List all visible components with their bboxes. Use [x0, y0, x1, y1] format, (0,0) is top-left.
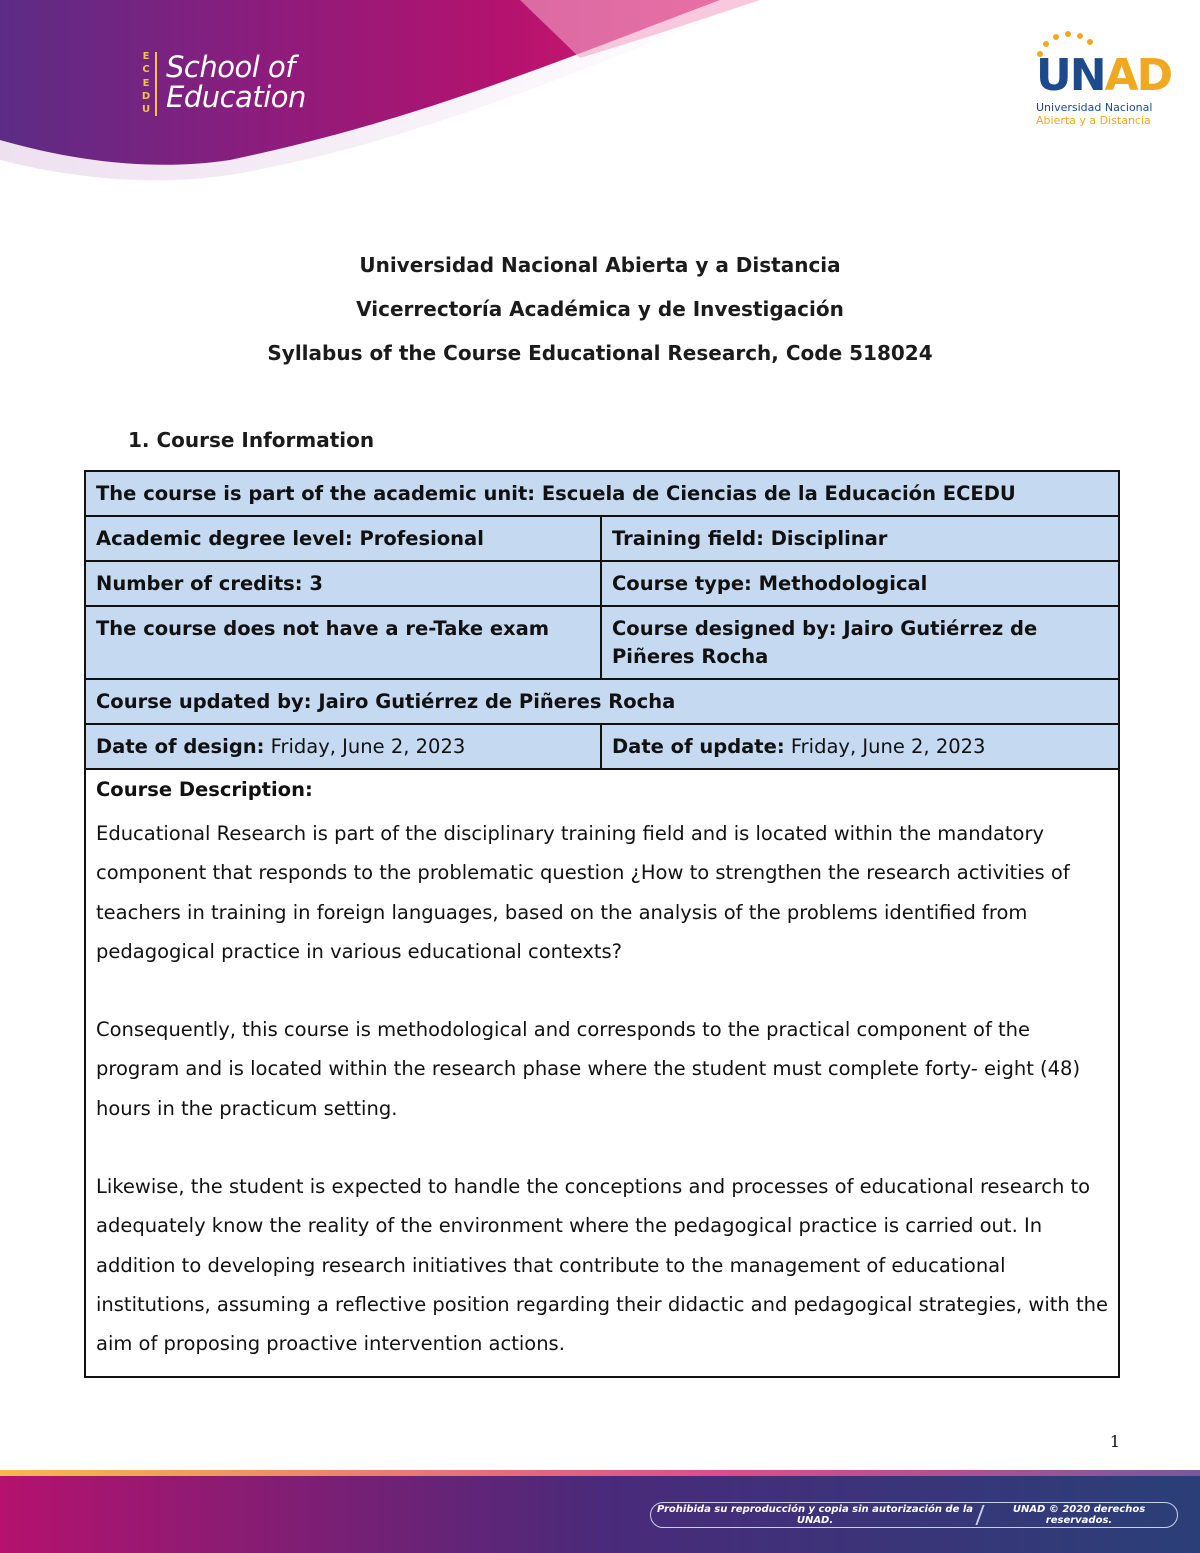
design-date-label: Date of design: — [96, 735, 265, 758]
academic-unit-cell: The course is part of the academic unit: Escuela de Ciencias de la Educación ECEDU — [85, 471, 1119, 516]
ecedu-letter: E — [142, 77, 150, 89]
unad-logo-line1: Universidad Nacional — [1036, 101, 1153, 114]
designed-by-cell: Course designed by: Jairo Gutiérrez de Piñeres Rocha — [601, 606, 1119, 679]
school-logo-text: Education — [166, 80, 306, 114]
design-date-cell — [85, 724, 601, 769]
description-paragraph: Likewise, the student is expected to handle the conceptions and processes of educational research to adequately know the reality of the environment where the pedagogical practice is carried out. In addition to developing research initiatives that contribute to the management of educational institutions, assuming a reflective position regarding their didactic and pedagogical strategies, with the aim of proposing proactive intervention actions. — [96, 1175, 1108, 1356]
unad-logo-line2: Abierta y a Distancia — [1036, 114, 1151, 127]
description-heading: Course Description: — [96, 778, 313, 801]
ecedu-vertical-label — [139, 50, 153, 116]
section-heading: 1. Course Information — [128, 428, 375, 452]
retake-cell: The course does not have a re-Take exam — [85, 606, 601, 679]
logo-divider — [155, 52, 157, 116]
ecedu-letter: C — [142, 64, 150, 76]
description-paragraph: Consequently, this course is methodological and corresponds to the practical component of the program and is located within the research phase where the student must complete forty- eight (48) hours in the practicum setting. — [96, 1018, 1081, 1120]
updated-by-cell: Course updated by: Jairo Gutiérrez de Piñeres Rocha — [85, 679, 1119, 724]
copyright-notice-right: UNAD © 2020 derechos reservados. — [1012, 1504, 1146, 1526]
design-date-value: Friday, June 2, 2023 — [264, 735, 466, 758]
page-number: 1 — [1109, 1432, 1120, 1451]
description-paragraph: Educational Research is part of the disciplinary training field and is located within the mandatory component that responds to the problematic question ¿How to strengthen the research activities of teachers in training in foreign languages, based on the analysis of the problems identified from pedagogical practice in various educational contexts? — [96, 822, 1070, 963]
unad-logo-ad: AD — [1104, 50, 1172, 101]
credits-cell: Number of credits: 3 — [85, 561, 601, 606]
vice-title: Vicerrectoría Académica y de Investigación — [356, 297, 844, 321]
unad-logo-n: N — [1069, 50, 1105, 101]
university-title: Universidad Nacional Abierta y a Distancia — [359, 253, 841, 277]
degree-level-cell: Academic degree level: Profesional — [85, 516, 601, 561]
course-type-cell: Course type: Methodological — [601, 561, 1119, 606]
ecedu-letter: D — [141, 90, 151, 102]
course-info-table — [84, 470, 1120, 1378]
training-field-cell: Training field: Disciplinar — [601, 516, 1119, 561]
header-decoration — [0, 0, 1200, 230]
unad-logo-u: U — [1036, 50, 1070, 101]
unad-logo — [1036, 50, 1171, 101]
update-date-label: Date of update: — [612, 735, 785, 758]
copyright-notice-left: Prohibida su reproducción y copia sin autorización de la UNAD. — [656, 1504, 974, 1526]
course-description-cell — [85, 769, 1119, 1377]
ecedu-letter: U — [141, 104, 151, 115]
copyright-notice — [650, 1502, 1178, 1528]
school-logo-text: School of — [166, 50, 295, 84]
syllabus-title: Syllabus of the Course Educational Research, Code 518024 — [267, 341, 933, 365]
update-date-value: Friday, June 2, 2023 — [784, 735, 986, 758]
ecedu-letter: E — [142, 51, 150, 62]
update-date-cell — [601, 724, 1119, 769]
